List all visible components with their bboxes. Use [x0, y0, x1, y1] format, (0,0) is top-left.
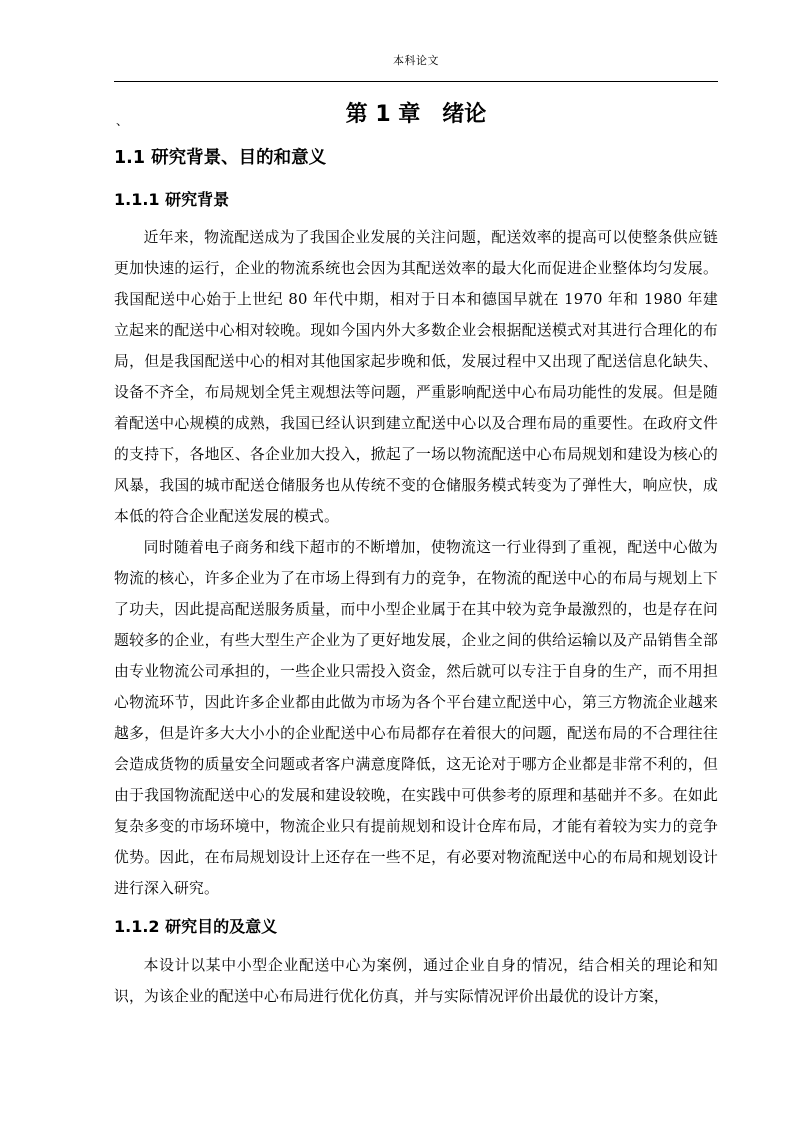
stray-punctuation-mark: 、: [116, 114, 129, 128]
body-paragraph-background-2: 同时随着电子商务和线下超市的不断增加，使物流这一行业得到了重视，配送中心做为物流的核心，许多企业为了在市场上得到有力的竞争，在物流的配送中心的布局与规划上下了功夫，因此提高配送服务质量，而中小型企业属于在其中较为竞争最激烈的，也是存在问题较多的企业，有些大型生产企业为了更好地发展，企业之间的供给运输以及产品销售全部由专业物流公司承担的，一些企业只需投入资金，然后就可以专注于自身的生产，而不用担心物流环节，因此许多企业都由此做为市场为各个平台建立配送中心，第三方物流企业越来越多，但是许多大大小小的企业配送中心布局都存在着很大的问题，配送布局的不合理往往会造成货物的质量安全问题或者客户满意度降低，这无论对于哪方企业都是非常不利的，但由于我国物流配送中心的发展和建设较晚，在实践中可供参考的原理和基础并不多。在如此复杂多变的市场环境中，物流企业只有提前规划和设计仓库布局，才能有着较为实力的竞争优势。因此，在布局规划设计上还存在一些不足，有必要对物流配送中心的布局和规划设计进行深入研究。: [114, 539, 718, 897]
chapter-title: 第 1 章 绪论: [345, 102, 487, 127]
section-heading-1-1-1: 1.1.1 研究背景: [114, 190, 230, 209]
body-paragraph-purpose-1: 本设计以某中小型企业配送中心为案例，通过企业自身的情况，结合相关的理论和知识，为该企业的配送中心布局进行优化仿真，并与实际情况评价出最优的设计方案，: [114, 957, 718, 1005]
page-header: 本科论文: [393, 54, 439, 67]
section-heading-1-1-2: 1.1.2 研究目的及意义: [114, 917, 278, 936]
header-divider: [114, 81, 718, 82]
section-heading-1-1: 1.1 研究背景、目的和意义: [114, 148, 327, 168]
body-paragraph-background-1: 近年来，物流配送成为了我国企业发展的关注问题，配送效率的提高可以使整条供应链更加快速的运行，企业的物流系统也会因为其配送效率的最大化而促进企业整体均匀发展。我国配送中心始于上世纪 80 年代中期，相对于日本和德国早就在 1970 年和 1980 年建立起来的配送中心相对较晚。现如今国内外大多数企业会根据配送模式对其进行合理化的布局，但是我国配送中心的相对其他国家起步晚和低，发展过程中又出现了配送信息化缺失、设备不齐全，布局规划全凭主观想法等问题，严重影响配送中心布局功能性的发展。但是随着配送中心规模的成熟，我国已经认识到建立配送中心以及合理布局的重要性。在政府文件的支持下，各地区、各企业加大投入，掀起了一场以物流配送中心布局规划和建设为核心的风暴，我国的城市配送仓储服务也从传统不变的仓储服务模式转变为了弹性大，响应快，成本低的符合企业配送发展的模式。: [114, 229, 718, 525]
